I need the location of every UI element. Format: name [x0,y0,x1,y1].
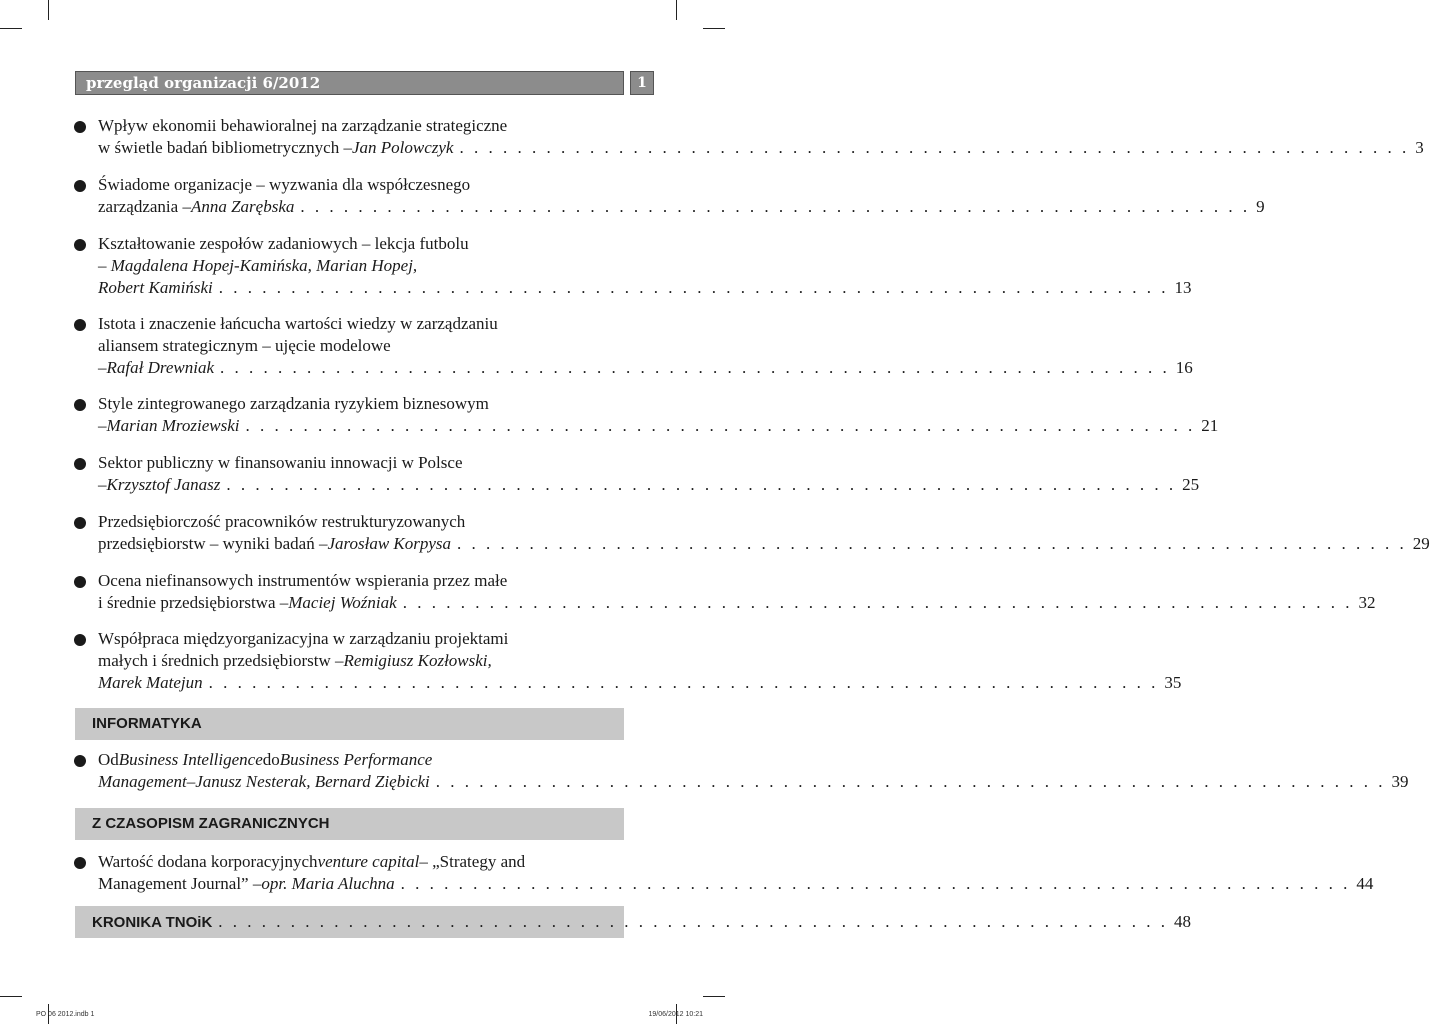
bullet-icon [74,576,86,588]
toc-entry[interactable] [98,511,1430,555]
dot-leader: . . . . . . . . . . . . . . . . . . . . . . . . . . . . . . . . . . . . . . . . . . . . . . . . . . . . . . . . . . . . . . . . . . [402,593,1353,612]
entry-title: zarządzania – [98,197,191,216]
entry-title: – „Strategy and [419,852,526,871]
toc-entry[interactable] [98,570,1376,614]
entry-page: 3 [1415,138,1424,157]
entry-author: Rafał Drewniak [106,358,214,377]
entry-title: Współpraca międzyorganizacyjna w zarządzaniu projektami [98,629,509,648]
dot-leader: . . . . . . . . . . . . . . . . . . . . . . . . . . . . . . . . . . . . . . . . . . . . . . . . . . . . . . . . . . . . . . . . . . [459,138,1410,157]
kronika-label: KRONIKA TNOiK [92,913,213,931]
bullet-icon [74,458,86,470]
entry-page: 29 [1412,534,1430,553]
entry-author: Jan Polowczyk [351,138,454,157]
entry-page: 32 [1358,593,1376,612]
entry-title-term: venture capital [317,852,420,871]
entry-page: 44 [1356,874,1374,893]
entry-title: Kształtowanie zespołów zadaniowych – lekcja futbolu [98,234,469,253]
entry-title: Wpływ ekonomii behawioralnej na zarządzanie strategiczne [98,116,508,135]
section-header-czasopisma: Z CZASOPISM ZAGRANICZNYCH [75,808,624,840]
entry-title: Ocena niefinansowych instrumentów wspierania przez małe [98,571,508,590]
dot-leader: . . . . . . . . . . . . . . . . . . . . . . . . . . . . . . . . . . . . . . . . . . . . . . . . . . . . . . . . . . . . . . . . . . [400,874,1351,893]
entry-author: Remigiusz Kozłowski, [343,651,492,670]
entry-author: Marek Matejun [98,673,203,692]
bullet-icon [74,180,86,192]
crop-mark [48,0,49,20]
entry-page: 39 [1391,772,1409,791]
entry-dash: – [98,358,107,377]
dot-leader: . . . . . . . . . . . . . . . . . . . . . . . . . . . . . . . . . . . . . . . . . . . . . . . . . . . . . . . . . . . . . . . . . . [300,197,1251,216]
entry-author: Maciej Woźniak [288,593,397,612]
entry-title-term: Management [98,772,187,791]
entry-dash: – [98,475,107,494]
entry-title: Świadome organizacje – wyzwania dla współczesnego [98,175,471,194]
entry-title: przedsiębiorstw – wyniki badań – [98,534,328,553]
section-header-informatyka: INFORMATYKA [75,708,624,740]
entry-title: Istota i znaczenie łańcucha wartości wiedzy w zarządzaniu [98,314,498,333]
bullet-icon [74,239,86,251]
crop-mark [0,996,22,997]
entry-page: 21 [1201,416,1219,435]
entry-title: Management Journal” – [98,874,262,893]
dot-leader: . . . . . . . . . . . . . . . . . . . . . . . . . . . . . . . . . . . . . . . . . . . . . . . . . . . . . . . . . . . . . . . . . . [218,278,1169,297]
toc-entry[interactable] [98,851,1374,895]
toc-entry[interactable] [98,628,1182,694]
bullet-icon [74,399,86,411]
entry-page: 25 [1182,475,1200,494]
bullet-icon [74,634,86,646]
dot-leader: . . . . . . . . . . . . . . . . . . . . . . . . . . . . . . . . . . . . . . . . . . . . . . . . . . . . . . . . . . . . . . . . . . [226,475,1177,494]
entry-title: małych i średnich przedsiębiorstw – [98,651,344,670]
dot-leader: . . . . . . . . . . . . . . . . . . . . . . . . . . . . . . . . . . . . . . . . . . . . . . . . . . . . . . . . . . . . . . . . . . [220,358,1170,377]
toc-entry[interactable] [98,749,1409,793]
bullet-icon [74,517,86,529]
footer-timestamp: 19/06/2012 10:21 [648,1011,703,1018]
bullet-icon [74,857,86,869]
entry-title: Style zintegrowanego zarządzania ryzykiem biznesowym [98,394,489,413]
entry-author: Robert Kamiński [98,278,213,297]
entry-title: aliansem strategicznym – ujęcie modelowe [98,336,391,355]
entry-page: 48 [1174,912,1192,931]
entry-title: i średnie przedsiębiorstwa – [98,593,289,612]
toc-entry[interactable] [98,452,1200,496]
entry-dash: – [186,772,196,791]
dot-leader: . . . . . . . . . . . . . . . . . . . . . . . . . . . . . . . . . . . . . . . . . . . . . . . . . . . . . . . . . . . . . . . . . . [245,416,1196,435]
footer-file-slug: PO 06 2012.indb 1 [36,1011,95,1018]
entry-title: Od [98,750,119,769]
entry-title: Wartość dodana korporacyjnych [98,852,318,871]
entry-author: Anna Zarębska [190,197,295,216]
crop-mark [676,0,677,20]
crop-mark [0,28,22,29]
page-number: 1 [630,71,654,95]
bullet-icon [74,319,86,331]
entry-author: Jarosław Korpysa [327,534,452,553]
toc-entry[interactable] [98,233,1192,299]
dot-leader: . . . . . . . . . . . . . . . . . . . . . . . . . . . . . . . . . . . . . . . . . . . . . . . . . . . . . . . . . . . . . . . . . . [218,912,1169,931]
entry-author: Krzysztof Janasz [106,475,221,494]
toc-entry[interactable] [98,313,1193,379]
entry-title: Przedsiębiorczość pracowników restrukturyzowanych [98,512,466,531]
toc-entry[interactable] [98,115,1424,159]
entry-page: 13 [1174,278,1192,297]
bullet-icon [74,755,86,767]
toc-entry[interactable] [98,174,1265,218]
entry-author: – Magdalena Hopej-Kamińska, Marian Hopej, [98,256,418,275]
entry-page: 16 [1175,358,1193,377]
dot-leader: . . . . . . . . . . . . . . . . . . . . . . . . . . . . . . . . . . . . . . . . . . . . . . . . . . . . . . . . . . . . . . . . . . [457,534,1407,553]
dot-leader: . . . . . . . . . . . . . . . . . . . . . . . . . . . . . . . . . . . . . . . . . . . . . . . . . . . . . . . . . . . . . . . . . . [208,673,1159,692]
crop-mark [703,28,725,29]
entry-dash: – [98,416,107,435]
bullet-icon [74,121,86,133]
entry-author: Marian Mroziewski [106,416,240,435]
dot-leader: . . . . . . . . . . . . . . . . . . . . . . . . . . . . . . . . . . . . . . . . . . . . . . . . . . . . . . . . . . . . . . . . . . [435,772,1386,791]
entry-title-term: Business Performance [279,750,433,769]
toc-entry[interactable] [98,393,1219,437]
entry-title: do [262,750,280,769]
entry-author: opr. Maria Aluchna [261,874,395,893]
crop-mark [703,996,725,997]
entry-title: w świetle badań bibliometrycznych – [98,138,352,157]
section-kronika[interactable] [75,906,1192,938]
entry-page: 9 [1256,197,1265,216]
journal-header: przegląd organizacji 6/2012 [75,71,624,95]
entry-page: 35 [1164,673,1182,692]
entry-author: Janusz Nesterak, Bernard Ziębicki [195,772,430,791]
entry-title-term: Business Intelligence [118,750,263,769]
entry-title: Sektor publiczny w finansowaniu innowacji w Polsce [98,453,463,472]
